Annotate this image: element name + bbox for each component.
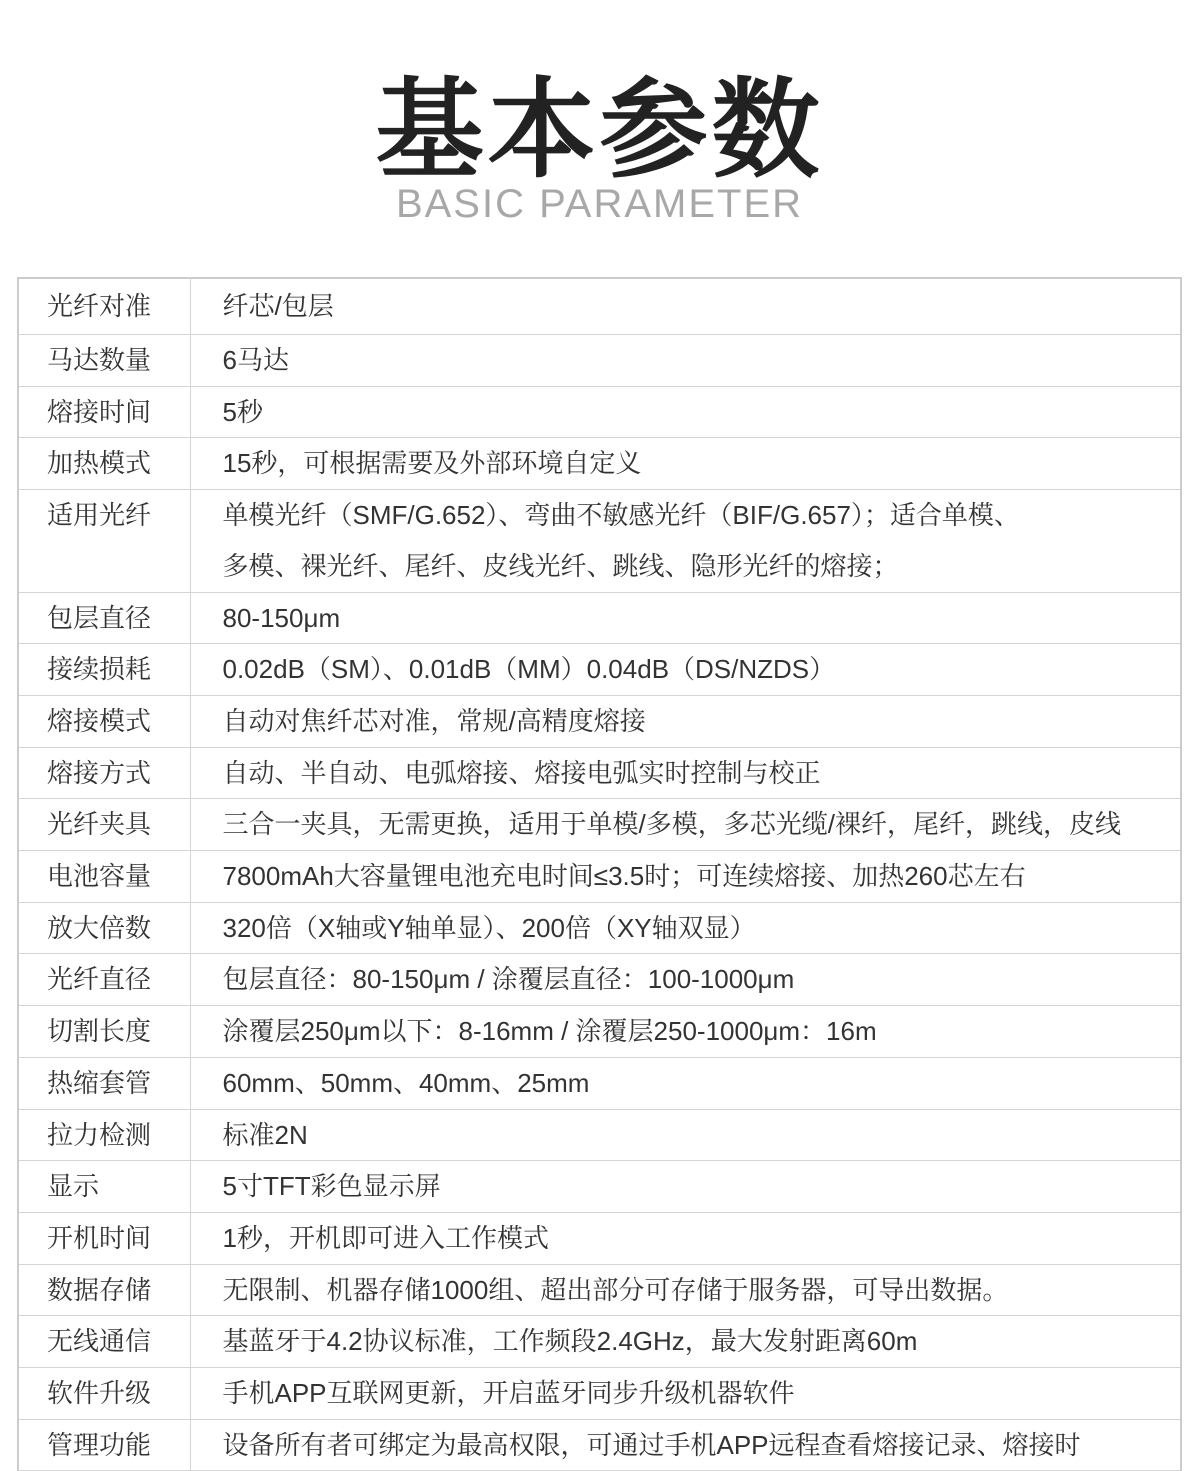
param-value-line: 包层直径：80-150μm / 涂覆层直径：100-1000μm [222, 964, 795, 995]
param-value [190, 1006, 1181, 1058]
table-row [18, 278, 1181, 335]
param-value-line: 单模光纤（SMF/G.652）、弯曲不敏感光纤（BIF/G.657）；适合单模、 [222, 500, 1020, 531]
param-label: 熔接时间 [18, 386, 190, 438]
param-label: 开机时间 [18, 1212, 190, 1264]
param-value [190, 799, 1181, 851]
table-row [18, 386, 1181, 438]
param-value [190, 1316, 1181, 1368]
table-row [18, 954, 1181, 1006]
param-value-line: 自动、半自动、电弧熔接、熔接电弧实时控制与校正 [222, 757, 821, 788]
param-label: 包层直径 [18, 592, 190, 644]
table-row [18, 1316, 1181, 1368]
param-label: 电池容量 [18, 851, 190, 903]
param-value [190, 1368, 1181, 1420]
param-value-line: 60mm、50mm、40mm、25mm [222, 1067, 590, 1098]
param-value-line: 设备所有者可绑定为最高权限，可通过手机APP远程查看熔接记录、熔接时 [222, 1429, 1081, 1460]
param-label: 适用光纤 [18, 490, 190, 592]
table-row [18, 1057, 1181, 1109]
table-row [18, 644, 1181, 696]
page-title: 基本参数 [375, 69, 824, 190]
param-value [190, 644, 1181, 696]
param-value-line: 0.02dB（SM）、0.01dB（MM）0.04dB（DS/NZDS） [222, 654, 836, 685]
table-row [18, 438, 1181, 490]
param-value [190, 1109, 1181, 1161]
table-row [18, 747, 1181, 799]
param-value [190, 902, 1181, 954]
param-value-line: 手机APP互联网更新，开启蓝牙同步升级机器软件 [222, 1378, 795, 1409]
param-label: 光纤夹具 [18, 799, 190, 851]
param-value-line: 三合一夹具，无需更换，适用于单模/多模，多芯光缆/裸纤，尾纤，跳线，皮线 [222, 809, 1121, 840]
param-value-line: 基蓝牙于4.2协议标准，工作频段2.4GHz，最大发射距离60m [222, 1326, 918, 1357]
param-value [190, 386, 1181, 438]
param-value-line: 纤芯/包层 [222, 291, 334, 321]
param-value [190, 1161, 1181, 1213]
table-row [18, 1006, 1181, 1058]
param-value-line: 6马达 [222, 345, 289, 375]
param-label: 无线通信 [18, 1316, 190, 1368]
table-row [18, 335, 1181, 387]
param-value-line: 5寸TFT彩色显示屏 [222, 1171, 441, 1202]
table-row [18, 902, 1181, 954]
param-value [190, 954, 1181, 1006]
param-label: 接续损耗 [18, 644, 190, 696]
table-row [18, 1212, 1181, 1264]
param-value [190, 1419, 1181, 1471]
page-subtitle: BASIC PARAMETER [395, 182, 804, 226]
table-row [18, 851, 1181, 903]
param-value [190, 695, 1181, 747]
table-row [18, 1264, 1181, 1316]
table-row [18, 1419, 1181, 1471]
param-value [190, 278, 1181, 335]
param-value [190, 1264, 1181, 1316]
param-value-line: 80-150μm [222, 602, 341, 633]
param-label: 光纤对准 [18, 278, 190, 335]
table-row [18, 490, 1181, 592]
table-row [18, 695, 1181, 747]
table-row [18, 1161, 1181, 1213]
param-value [190, 335, 1181, 387]
param-label: 软件升级 [18, 1368, 190, 1420]
table-row [18, 799, 1181, 851]
param-label: 热缩套管 [18, 1057, 190, 1109]
param-label: 数据存储 [18, 1264, 190, 1316]
param-value-line: 7800mAh大容量锂电池充电时间≤3.5时；可连续熔接、加热260芯左右 [222, 861, 1026, 892]
param-label: 熔接模式 [18, 695, 190, 747]
param-label: 管理功能 [18, 1419, 190, 1471]
param-label: 熔接方式 [18, 747, 190, 799]
param-value-line: 5秒 [222, 396, 263, 427]
param-value [190, 490, 1181, 592]
param-value [190, 592, 1181, 644]
param-label: 拉力检测 [18, 1109, 190, 1161]
param-value [190, 1057, 1181, 1109]
param-label: 放大倍数 [18, 902, 190, 954]
param-label: 加热模式 [18, 438, 190, 490]
param-label: 光纤直径 [18, 954, 190, 1006]
param-value-line: 15秒，可根据需要及外部环境自定义 [222, 448, 642, 479]
param-value-line: 自动对焦纤芯对准，常规/高精度熔接 [222, 705, 646, 736]
param-label: 马达数量 [18, 335, 190, 387]
param-value-line: 标准2N [222, 1119, 308, 1150]
param-label: 显示 [18, 1161, 190, 1213]
param-value [190, 438, 1181, 490]
table-row [18, 1109, 1181, 1161]
table-row [18, 1368, 1181, 1420]
table-row [18, 592, 1181, 644]
param-value-line: 多模、裸光纤、尾纤、皮线光纤、跳线、隐形光纤的熔接； [222, 550, 899, 581]
param-value [190, 851, 1181, 903]
param-value [190, 1212, 1181, 1264]
param-value-line: 320倍（X轴或Y轴单显）、200倍（XY轴双显） [222, 912, 756, 943]
param-value-line: 无限制、机器存储1000组、超出部分可存储于服务器，可导出数据。 [222, 1274, 1009, 1305]
param-value-line: 1秒，开机即可进入工作模式 [222, 1222, 549, 1253]
param-label: 切割长度 [18, 1006, 190, 1058]
parameter-table [17, 277, 1182, 1471]
param-value [190, 747, 1181, 799]
param-value-line: 涂覆层250μm以下：8-16mm / 涂覆层250-1000μm：16m [222, 1016, 877, 1047]
